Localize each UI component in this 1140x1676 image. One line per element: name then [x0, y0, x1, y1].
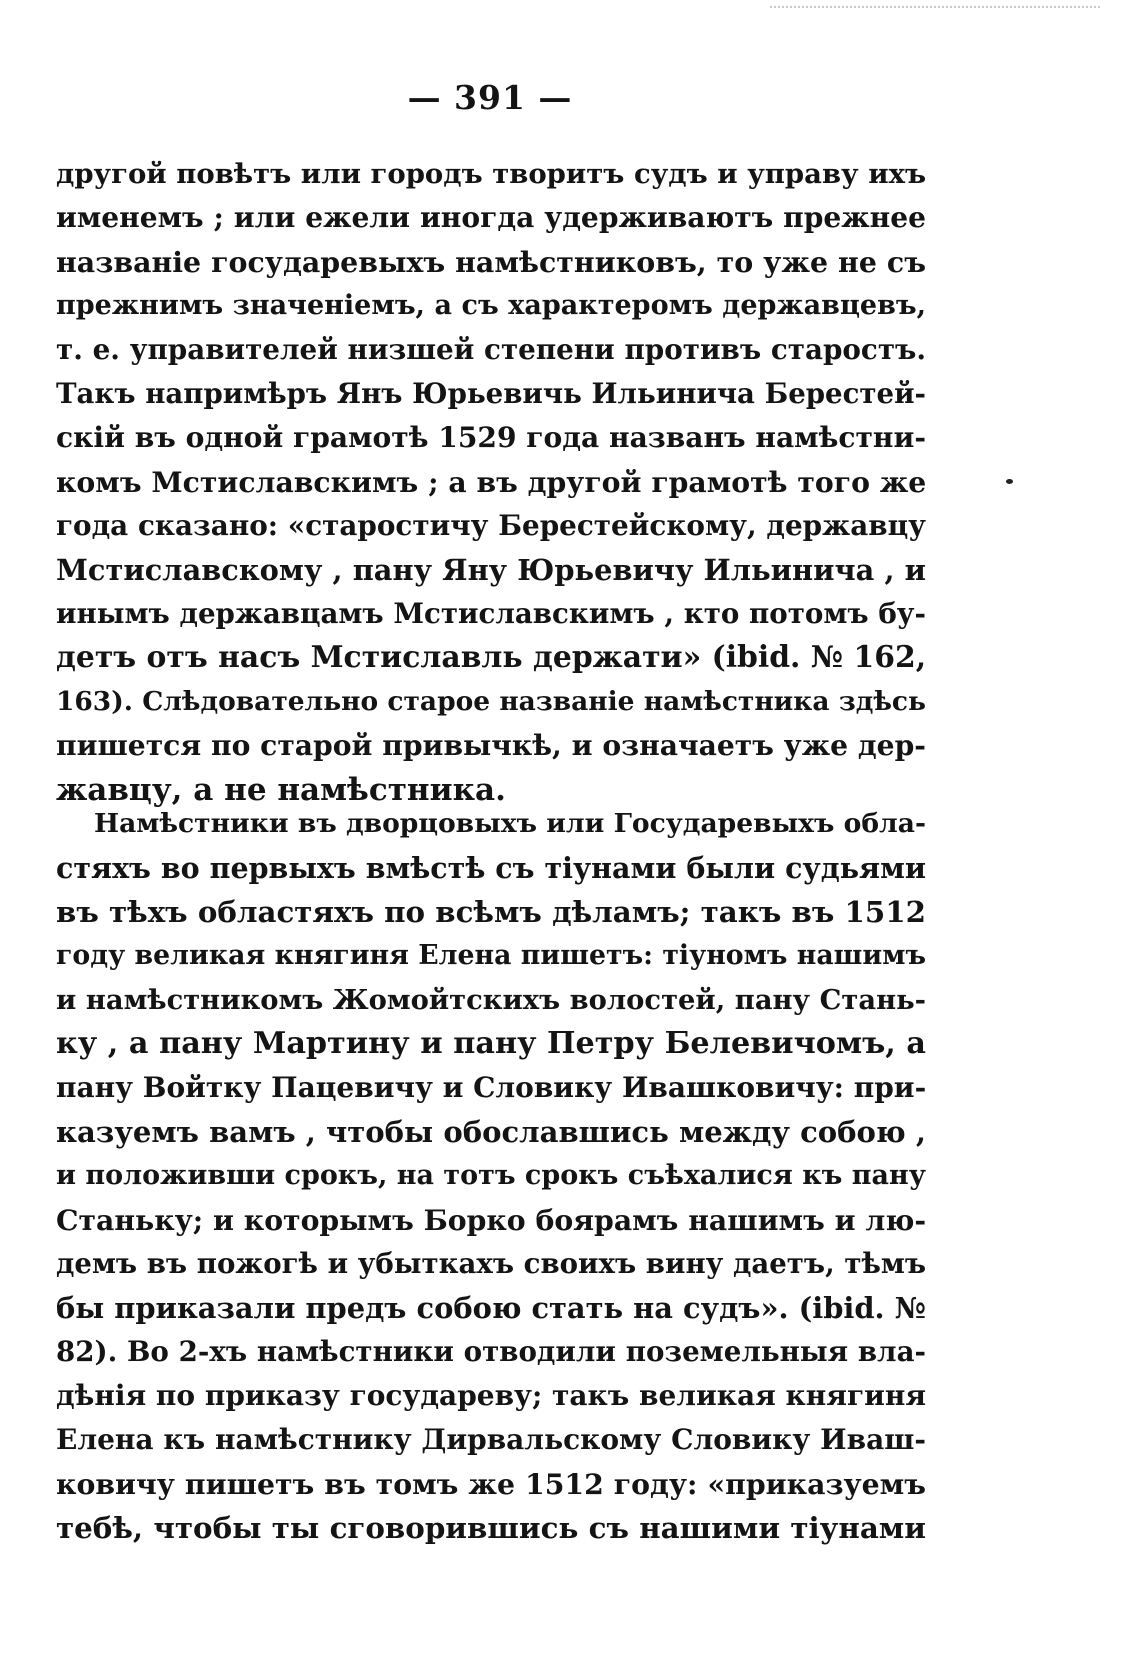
page-number: — 391 —	[407, 78, 573, 117]
text-line: Такъ напримѣръ Янъ Юрьевичь Ильинича Берестей-	[56, 377, 926, 410]
text-line: года сказано: «старостичу Берестейскому, державцу	[56, 509, 926, 542]
text-line: Намѣстники въ дворцовыхъ или Государевыхъ обла-	[94, 808, 926, 839]
scan-edge-marks	[770, 6, 1100, 10]
text-line: тебѣ, чтобы ты сговорившись съ нашими тіунами	[56, 1510, 926, 1545]
text-line: другой повѣтъ или городъ творитъ судъ и управу ихъ	[56, 158, 927, 190]
text-line: Елена къ намѣстнику Дирвальскому Словику Иваш-	[56, 1423, 926, 1456]
text-line: прежнимъ значеніемъ, а съ характеромъ державцевъ,	[56, 290, 926, 321]
text-line: пану Войтку Пацевичу и Словику Ивашковичу: при-	[56, 1071, 927, 1104]
paragraph-1	[56, 152, 926, 812]
text-line: въ тѣхъ областяхъ по всѣмъ дѣламъ; такъ въ 1512	[56, 895, 926, 929]
text-line: казуемъ вамъ , чтобы обославшись между собою ,	[56, 1115, 926, 1149]
text-line: пишется по старой привычкѣ, и означаетъ уже дер-	[56, 729, 926, 762]
paragraph-2	[56, 802, 926, 1550]
text-line: названіе государевыхъ намѣстниковъ, то уже не съ	[56, 245, 926, 279]
text-line: ковичу пишетъ въ томъ же 1512 году: «приказуемъ	[56, 1467, 926, 1501]
scan-speck	[1006, 479, 1013, 484]
text-line: детъ отъ насъ Мстиславль держати» (ibid. № 162,	[56, 640, 927, 675]
text-line: Станьку; и которымъ Борко боярамъ нашимъ и лю-	[56, 1203, 927, 1237]
text-line: жавцу, а не намѣстника.	[56, 772, 506, 808]
text-line: году великая княгиня Елена пишетъ: тіуномъ нашимъ	[56, 940, 926, 971]
text-line: 163). Слѣдовательно старое названіе намѣстника здѣсь	[56, 686, 926, 717]
text-line: Мстиславскому , пану Яну Юрьевичу Ильинича , и	[56, 553, 926, 587]
text-line: именемъ ; или ежели иногда удерживаютъ прежнее	[56, 201, 926, 234]
text-line: и положивши срокъ, на тотъ срокъ съѣхалися къ пану	[56, 1160, 926, 1191]
text-line: т. е. управителей низшей степени противъ старостъ.	[56, 333, 926, 366]
text-line: бы приказали предъ собою стать на судъ». (ibid. №	[56, 1291, 926, 1325]
text-line: скій въ одной грамотѣ 1529 года названъ намѣстни-	[56, 421, 926, 454]
text-line: инымъ державцамъ Мстиславскимъ , кто потомъ бу-	[56, 597, 926, 630]
text-line: демъ въ пожогѣ и убыткахъ своихъ вину даетъ, тѣмъ	[56, 1247, 926, 1280]
text-line: комъ Мстиславскимъ ; а въ другой грамотѣ того же	[56, 465, 927, 499]
text-line: 82). Во 2-хъ намѣстники отводили поземельныя вла-	[56, 1335, 926, 1368]
text-line: стяхъ во первыхъ вмѣстѣ съ тіунами были судьями	[56, 851, 926, 885]
text-line: ку , а пану Мартину и пану Петру Белевичомъ, а	[56, 1026, 926, 1061]
text-line: и намѣстникомъ Жомойтскихъ волостей, пану Стань-	[56, 984, 926, 1016]
text-line: дѣнія по приказу государеву; такъ великая княгиня	[56, 1379, 927, 1412]
